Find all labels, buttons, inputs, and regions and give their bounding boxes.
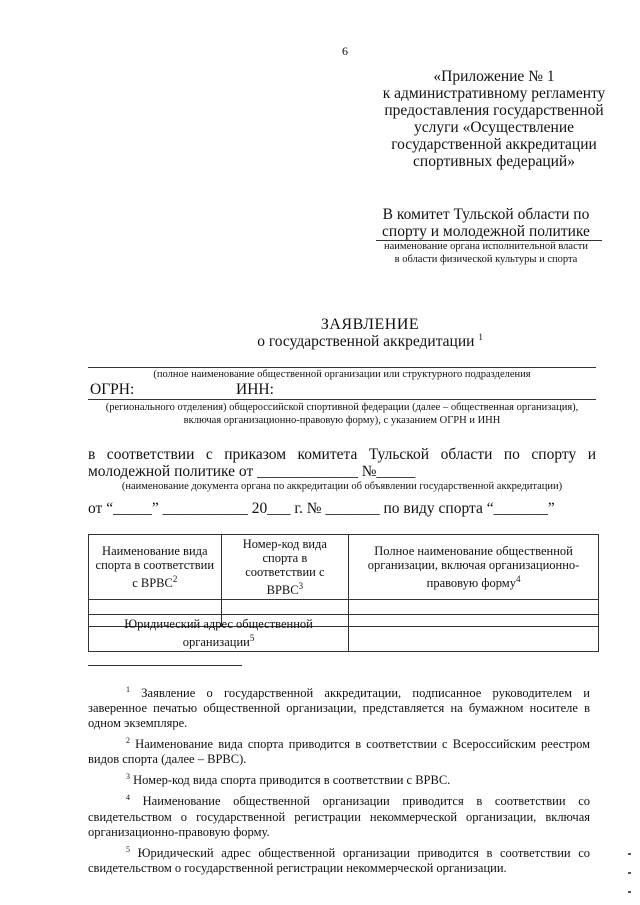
- footnote-ref: 5: [249, 633, 255, 643]
- footnote-ref: 4: [515, 574, 521, 584]
- addressee-note-line: в области физической культуры и спорта: [394, 254, 578, 265]
- footnote-text: Заявление о государственной аккредитации, подписанное руководителем и заверенное печатью общественной организации, представляется на бумажном носителе в одном экземпляре.: [88, 686, 590, 731]
- addressee-line: В комитет Тульской области по: [382, 206, 590, 223]
- address-label-cell: [89, 615, 349, 652]
- footnote: [88, 842, 590, 876]
- addressee: [368, 206, 604, 240]
- address-table: [88, 614, 599, 652]
- org-note: [88, 401, 596, 427]
- order-note: (наименование документа органа по аккредитации об объявлении государственной аккредитации): [121, 481, 563, 492]
- table-row: [89, 615, 599, 652]
- footnote-text: Номер-код вида спорта приводится в соответствии с ВРВС.: [133, 773, 451, 788]
- footnote-number: 4: [126, 793, 130, 803]
- header-text: Полное наименование общественной организации, включая организационно-правовую форму: [367, 544, 580, 591]
- footnote-text: Наименование общественной организации приводится в соответствии со свидетельством о государственной регистрации некоммерческой организации, включая организационно-правовую форму.: [88, 794, 590, 839]
- footnote-number: 5: [126, 844, 130, 854]
- footnote-number: 3: [126, 772, 130, 782]
- footnote: [88, 769, 590, 788]
- ogrn-label: ОГРН:: [90, 381, 135, 398]
- ogrn-line: [88, 399, 596, 400]
- footnotes: [88, 682, 590, 878]
- order-text: в соответствии с приказом комитета Тульской области по спорту и молодежной политике от _____________ №_____: [88, 446, 596, 480]
- footnote-text: Юридический адрес общественной организации приводится в соответствии со свидетельством о государственной регистрации некоммерческой организации.: [88, 845, 591, 875]
- address-value-cell[interactable]: [349, 615, 599, 652]
- document-subtitle: [0, 332, 640, 351]
- document-title: ЗАЯВЛЕНИЕ: [320, 316, 420, 333]
- footnote-number: 2: [126, 736, 130, 746]
- address-label: Юридический адрес общественной организации: [124, 617, 313, 650]
- appendix-line: услуги «Осуществление: [413, 119, 575, 136]
- org-note-line: (регионального отделения) общероссийской спортивной федерации (далее – общественная организация),: [105, 402, 579, 413]
- header-text: Номер-код вида спорта в соответствии с ВРВС: [242, 537, 327, 598]
- footnote-separator: [88, 665, 242, 666]
- appendix-header: [368, 68, 620, 170]
- date-line: от “_____” ___________ 20___ г. № _______ по виду спорта “_______”: [88, 500, 555, 517]
- scan-mark: [628, 872, 631, 874]
- org-name-note: (полное наименование общественной организации или структурного подразделения: [153, 369, 531, 380]
- table-header-row: [89, 535, 599, 600]
- org-note-line: включая организационно-правовую форму), с указанием ОГРН и ИНН: [183, 415, 501, 426]
- header-cell: [221, 535, 349, 600]
- footnote-number: 1: [126, 685, 130, 694]
- page-number: 6: [342, 44, 348, 58]
- header-text: Наименование вида спорта в соответствии с ВРВС: [95, 544, 215, 591]
- addressee-note: [370, 240, 602, 266]
- footnote-text: Наименование вида спорта приводится в соответствии с Всероссийским реестром видов спорта (далее – ВРВС).: [88, 737, 591, 767]
- appendix-line: государственной аккредитации: [391, 136, 597, 153]
- header-cell: [89, 535, 222, 600]
- footnote-ref: 1: [478, 332, 483, 342]
- appendix-line: «Приложение № 1: [433, 68, 555, 85]
- footnote: [88, 733, 590, 767]
- inn-label: ИНН:: [236, 381, 274, 398]
- footnote-ref: 2: [172, 574, 178, 584]
- appendix-line: предоставления государственной: [384, 102, 604, 119]
- addressee-line: спорту и молодежной политике: [382, 223, 590, 240]
- subtitle-text: о государственной аккредитации: [257, 333, 475, 351]
- footnote: [88, 790, 590, 839]
- appendix-line: к административному регламенту: [382, 85, 606, 102]
- scan-mark: [628, 891, 631, 893]
- addressee-note-line: наименование органа исполнительной власти: [384, 241, 588, 252]
- header-cell: [349, 535, 599, 600]
- appendix-line: спортивных федераций»: [413, 153, 575, 170]
- footnote: [88, 682, 590, 731]
- footnote-ref: 3: [298, 581, 304, 591]
- scan-mark: [628, 853, 631, 855]
